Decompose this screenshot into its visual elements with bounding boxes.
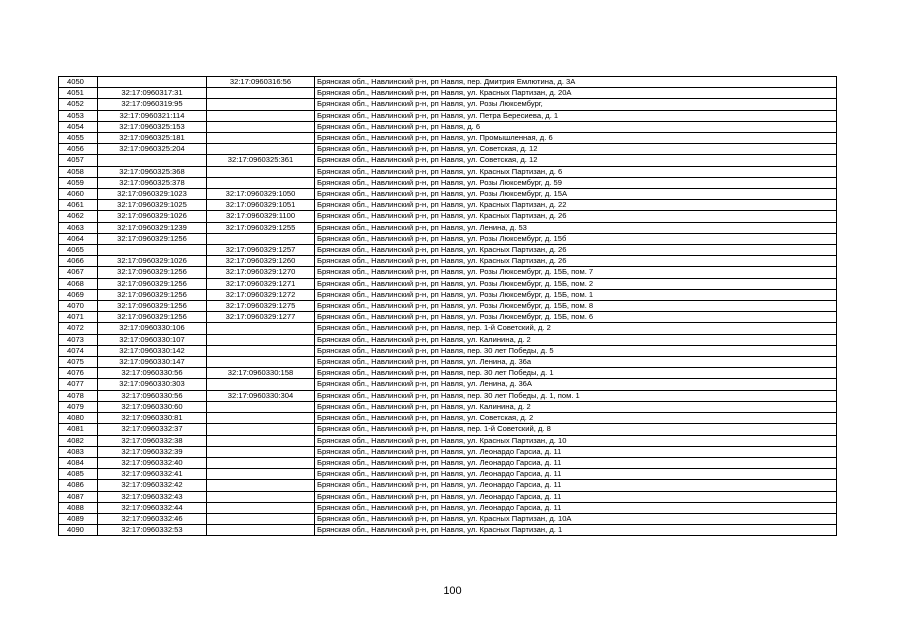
related-cadastral-number-cell xyxy=(207,166,315,177)
row-number-cell: 4074 xyxy=(59,345,98,356)
table-row xyxy=(59,357,837,368)
related-cadastral-number-cell xyxy=(207,424,315,435)
cadastral-number-cell: 32:17:0960330:142 xyxy=(98,345,207,356)
cadastral-number-cell: 32:17:0960329:1026 xyxy=(98,211,207,222)
address-cell: Брянская обл., Навлинский р-н, рп Навля, ул. Советская, д. 2 xyxy=(315,413,837,424)
cadastral-number-cell: 32:17:0960330:147 xyxy=(98,357,207,368)
address-cell: Брянская обл., Навлинский р-н, рп Навля, ул. Промышленная, д. 6 xyxy=(315,133,837,144)
cadastral-number-cell: 32:17:0960329:1256 xyxy=(98,289,207,300)
address-cell: Брянская обл., Навлинский р-н, рп Навля, ул. Советская, д. 12 xyxy=(315,144,837,155)
table-row xyxy=(59,133,837,144)
row-number-cell: 4075 xyxy=(59,357,98,368)
row-number-cell: 4056 xyxy=(59,144,98,155)
address-cell: Брянская обл., Навлинский р-н, рп Навля, ул. Розы Люксембург, д. 15Б, пом. 1 xyxy=(315,289,837,300)
related-cadastral-number-cell: 32:17:0960329:1271 xyxy=(207,278,315,289)
cadastral-number-cell: 32:17:0960329:1239 xyxy=(98,222,207,233)
cadastral-number-cell: 32:17:0960330:56 xyxy=(98,390,207,401)
cadastral-number-cell: 32:17:0960325:204 xyxy=(98,144,207,155)
address-cell: Брянская обл., Навлинский р-н, рп Навля, ул. Красных Партизан, д. 10А xyxy=(315,513,837,524)
address-cell: Брянская обл., Навлинский р-н, рп Навля, ул. Розы Люксембург, д. 15Б, пом. 8 xyxy=(315,301,837,312)
row-number-cell: 4070 xyxy=(59,301,98,312)
registry-table-body xyxy=(59,77,837,536)
row-number-cell: 4062 xyxy=(59,211,98,222)
related-cadastral-number-cell xyxy=(207,345,315,356)
table-row xyxy=(59,424,837,435)
address-cell: Брянская обл., Навлинский р-н, рп Навля, ул. Красных Партизан, д. 10 xyxy=(315,435,837,446)
cadastral-number-cell: 32:17:0960317:31 xyxy=(98,88,207,99)
cadastral-number-cell: 32:17:0960332:53 xyxy=(98,525,207,536)
row-number-cell: 4057 xyxy=(59,155,98,166)
related-cadastral-number-cell xyxy=(207,233,315,244)
related-cadastral-number-cell: 32:17:0960329:1100 xyxy=(207,211,315,222)
related-cadastral-number-cell: 32:17:0960329:1051 xyxy=(207,200,315,211)
table-row xyxy=(59,155,837,166)
cadastral-number-cell: 32:17:0960332:40 xyxy=(98,457,207,468)
cadastral-number-cell: 32:17:0960332:42 xyxy=(98,480,207,491)
table-row xyxy=(59,278,837,289)
related-cadastral-number-cell: 32:17:0960329:1275 xyxy=(207,301,315,312)
address-cell: Брянская обл., Навлинский р-н, рп Навля, ул. Красных Партизан, д. 6 xyxy=(315,166,837,177)
related-cadastral-number-cell xyxy=(207,480,315,491)
related-cadastral-number-cell xyxy=(207,491,315,502)
cadastral-number-cell: 32:17:0960325:378 xyxy=(98,177,207,188)
address-cell: Брянская обл., Навлинский р-н, рп Навля, ул. Розы Люксембург, д. 15Б, пом. 6 xyxy=(315,312,837,323)
row-number-cell: 4061 xyxy=(59,200,98,211)
table-row xyxy=(59,390,837,401)
table-row xyxy=(59,323,837,334)
row-number-cell: 4082 xyxy=(59,435,98,446)
table-row xyxy=(59,267,837,278)
table-row xyxy=(59,435,837,446)
row-number-cell: 4084 xyxy=(59,457,98,468)
related-cadastral-number-cell xyxy=(207,502,315,513)
related-cadastral-number-cell xyxy=(207,323,315,334)
cadastral-number-cell: 32:17:0960319:95 xyxy=(98,99,207,110)
related-cadastral-number-cell: 32:17:0960329:1257 xyxy=(207,245,315,256)
table-row xyxy=(59,513,837,524)
table-row xyxy=(59,469,837,480)
row-number-cell: 4080 xyxy=(59,413,98,424)
cadastral-number-cell: 32:17:0960332:39 xyxy=(98,446,207,457)
row-number-cell: 4071 xyxy=(59,312,98,323)
related-cadastral-number-cell xyxy=(207,413,315,424)
address-cell: Брянская обл., Навлинский р-н, рп Навля, ул. Розы Люксембург, д. 15Б, пом. 2 xyxy=(315,278,837,289)
address-cell: Брянская обл., Навлинский р-н, рп Навля, ул. Розы Люксембург, д. 15А xyxy=(315,189,837,200)
table-row xyxy=(59,312,837,323)
cadastral-number-cell: 32:17:0960332:44 xyxy=(98,502,207,513)
address-cell: Брянская обл., Навлинский р-н, рп Навля, ул. Леонардо Гарсиа, д. 11 xyxy=(315,480,837,491)
related-cadastral-number-cell xyxy=(207,121,315,132)
address-cell: Брянская обл., Навлинский р-н, рп Навля, д. 6 xyxy=(315,121,837,132)
row-number-cell: 4054 xyxy=(59,121,98,132)
related-cadastral-number-cell xyxy=(207,525,315,536)
page-number: 100 xyxy=(443,585,462,597)
table-row xyxy=(59,144,837,155)
row-number-cell: 4088 xyxy=(59,502,98,513)
table-row xyxy=(59,502,837,513)
row-number-cell: 4069 xyxy=(59,289,98,300)
row-number-cell: 4078 xyxy=(59,390,98,401)
related-cadastral-number-cell xyxy=(207,513,315,524)
row-number-cell: 4053 xyxy=(59,110,98,121)
table-row xyxy=(59,77,837,88)
address-cell: Брянская обл., Навлинский р-н, рп Навля, пер. 30 лет Победы, д. 1, пом. 1 xyxy=(315,390,837,401)
related-cadastral-number-cell xyxy=(207,446,315,457)
related-cadastral-number-cell xyxy=(207,357,315,368)
address-cell: Брянская обл., Навлинский р-н, рп Навля, ул. Ленина, д. 36а xyxy=(315,357,837,368)
table-row xyxy=(59,110,837,121)
row-number-cell: 4063 xyxy=(59,222,98,233)
related-cadastral-number-cell xyxy=(207,469,315,480)
row-number-cell: 4085 xyxy=(59,469,98,480)
cadastral-number-cell xyxy=(98,155,207,166)
related-cadastral-number-cell xyxy=(207,144,315,155)
related-cadastral-number-cell xyxy=(207,334,315,345)
related-cadastral-number-cell: 32:17:0960329:1270 xyxy=(207,267,315,278)
address-cell: Брянская обл., Навлинский р-н, рп Навля, ул. Красных Партизан, д. 22 xyxy=(315,200,837,211)
cadastral-number-cell: 32:17:0960329:1256 xyxy=(98,267,207,278)
row-number-cell: 4055 xyxy=(59,133,98,144)
table-row xyxy=(59,334,837,345)
address-cell: Брянская обл., Навлинский р-н, рп Навля, ул. Петра Бересиева, д. 1 xyxy=(315,110,837,121)
related-cadastral-number-cell xyxy=(207,379,315,390)
row-number-cell: 4077 xyxy=(59,379,98,390)
address-cell: Брянская обл., Навлинский р-н, рп Навля, ул. Красных Партизан, д. 26 xyxy=(315,245,837,256)
cadastral-number-cell: 32:17:0960325:153 xyxy=(98,121,207,132)
table-row xyxy=(59,413,837,424)
row-number-cell: 4059 xyxy=(59,177,98,188)
related-cadastral-number-cell: 32:17:0960325:361 xyxy=(207,155,315,166)
table-row xyxy=(59,121,837,132)
address-cell: Брянская обл., Навлинский р-н, рп Навля, пер. 1-й Советский, д. 8 xyxy=(315,424,837,435)
address-cell: Брянская обл., Навлинский р-н, рп Навля, пер. 1-й Советский, д. 2 xyxy=(315,323,837,334)
cadastral-number-cell: 32:17:0960329:1023 xyxy=(98,189,207,200)
row-number-cell: 4067 xyxy=(59,267,98,278)
address-cell: Брянская обл., Навлинский р-н, рп Навля, ул. Розы Люксембург, xyxy=(315,99,837,110)
address-cell: Брянская обл., Навлинский р-н, рп Навля, ул. Розы Люксембург, д. 15б xyxy=(315,233,837,244)
table-row xyxy=(59,88,837,99)
table-row xyxy=(59,211,837,222)
table-row xyxy=(59,289,837,300)
table-row xyxy=(59,379,837,390)
row-number-cell: 4052 xyxy=(59,99,98,110)
row-number-cell: 4083 xyxy=(59,446,98,457)
row-number-cell: 4076 xyxy=(59,368,98,379)
address-cell: Брянская обл., Навлинский р-н, рп Навля, ул. Розы Люксембург, д. 15Б, пом. 7 xyxy=(315,267,837,278)
cadastral-number-cell: 32:17:0960330:303 xyxy=(98,379,207,390)
cadastral-number-cell: 32:17:0960332:46 xyxy=(98,513,207,524)
table-row xyxy=(59,525,837,536)
related-cadastral-number-cell xyxy=(207,177,315,188)
row-number-cell: 4058 xyxy=(59,166,98,177)
table-row xyxy=(59,222,837,233)
row-number-cell: 4066 xyxy=(59,256,98,267)
address-cell: Брянская обл., Навлинский р-н, рп Навля, ул. Красных Партизан, д. 26 xyxy=(315,211,837,222)
table-row xyxy=(59,200,837,211)
table-row xyxy=(59,245,837,256)
cadastral-number-cell: 32:17:0960330:56 xyxy=(98,368,207,379)
table-row xyxy=(59,345,837,356)
cadastral-number-cell: 32:17:0960329:1026 xyxy=(98,256,207,267)
related-cadastral-number-cell xyxy=(207,435,315,446)
table-row xyxy=(59,446,837,457)
related-cadastral-number-cell xyxy=(207,88,315,99)
cadastral-number-cell: 32:17:0960329:1025 xyxy=(98,200,207,211)
related-cadastral-number-cell xyxy=(207,110,315,121)
row-number-cell: 4087 xyxy=(59,491,98,502)
related-cadastral-number-cell xyxy=(207,133,315,144)
cadastral-number-cell: 32:17:0960329:1256 xyxy=(98,278,207,289)
row-number-cell: 4086 xyxy=(59,480,98,491)
cadastral-number-cell: 32:17:0960330:107 xyxy=(98,334,207,345)
table-row xyxy=(59,256,837,267)
related-cadastral-number-cell xyxy=(207,457,315,468)
address-cell: Брянская обл., Навлинский р-н, рп Навля, ул. Леонардо Гарсиа, д. 11 xyxy=(315,469,837,480)
related-cadastral-number-cell: 32:17:0960316:56 xyxy=(207,77,315,88)
related-cadastral-number-cell: 32:17:0960329:1260 xyxy=(207,256,315,267)
related-cadastral-number-cell xyxy=(207,99,315,110)
related-cadastral-number-cell: 32:17:0960330:158 xyxy=(207,368,315,379)
cadastral-number-cell: 32:17:0960329:1256 xyxy=(98,312,207,323)
row-number-cell: 4079 xyxy=(59,401,98,412)
table-row xyxy=(59,189,837,200)
table-row xyxy=(59,480,837,491)
row-number-cell: 4089 xyxy=(59,513,98,524)
table-row xyxy=(59,401,837,412)
cadastral-number-cell xyxy=(98,245,207,256)
table-row xyxy=(59,166,837,177)
address-cell: Брянская обл., Навлинский р-н, рп Навля, ул. Красных Партизан, д. 20А xyxy=(315,88,837,99)
row-number-cell: 4068 xyxy=(59,278,98,289)
address-cell: Брянская обл., Навлинский р-н, рп Навля, ул. Леонардо Гарсиа, д. 11 xyxy=(315,491,837,502)
row-number-cell: 4090 xyxy=(59,525,98,536)
address-cell: Брянская обл., Навлинский р-н, рп Навля, ул. Леонардо Гарсиа, д. 11 xyxy=(315,446,837,457)
cadastral-number-cell: 32:17:0960332:43 xyxy=(98,491,207,502)
row-number-cell: 4050 xyxy=(59,77,98,88)
row-number-cell: 4081 xyxy=(59,424,98,435)
address-cell: Брянская обл., Навлинский р-н, рп Навля, ул. Леонардо Гарсиа, д. 11 xyxy=(315,457,837,468)
cadastral-number-cell: 32:17:0960325:181 xyxy=(98,133,207,144)
cadastral-number-cell: 32:17:0960332:41 xyxy=(98,469,207,480)
cadastral-number-cell: 32:17:0960332:38 xyxy=(98,435,207,446)
related-cadastral-number-cell: 32:17:0960329:1050 xyxy=(207,189,315,200)
address-cell: Брянская обл., Навлинский р-н, рп Навля, пер. 30 лет Победы, д. 1 xyxy=(315,368,837,379)
address-cell: Брянская обл., Навлинский р-н, рп Навля, ул. Леонардо Гарсиа, д. 11 xyxy=(315,502,837,513)
table-row xyxy=(59,368,837,379)
row-number-cell: 4072 xyxy=(59,323,98,334)
cadastral-number-cell: 32:17:0960330:60 xyxy=(98,401,207,412)
row-number-cell: 4073 xyxy=(59,334,98,345)
address-cell: Брянская обл., Навлинский р-н, рп Навля, ул. Красных Партизан, д. 1 xyxy=(315,525,837,536)
related-cadastral-number-cell: 32:17:0960329:1255 xyxy=(207,222,315,233)
address-cell: Брянская обл., Навлинский р-н, рп Навля, пер. 30 лет Победы, д. 5 xyxy=(315,345,837,356)
cadastral-number-cell: 32:17:0960330:106 xyxy=(98,323,207,334)
related-cadastral-number-cell: 32:17:0960329:1277 xyxy=(207,312,315,323)
cadastral-number-cell: 32:17:0960329:1256 xyxy=(98,301,207,312)
row-number-cell: 4051 xyxy=(59,88,98,99)
cadastral-number-cell: 32:17:0960321:114 xyxy=(98,110,207,121)
table-row xyxy=(59,177,837,188)
row-number-cell: 4065 xyxy=(59,245,98,256)
cadastral-number-cell xyxy=(98,77,207,88)
table-row xyxy=(59,491,837,502)
address-cell: Брянская обл., Навлинский р-н, рп Навля, ул. Ленина, д. 36А xyxy=(315,379,837,390)
related-cadastral-number-cell: 32:17:0960329:1272 xyxy=(207,289,315,300)
cadastral-number-cell: 32:17:0960325:368 xyxy=(98,166,207,177)
cadastral-number-cell: 32:17:0960330:81 xyxy=(98,413,207,424)
cadastral-number-cell: 32:17:0960329:1256 xyxy=(98,233,207,244)
row-number-cell: 4060 xyxy=(59,189,98,200)
related-cadastral-number-cell: 32:17:0960330:304 xyxy=(207,390,315,401)
table-row xyxy=(59,457,837,468)
address-cell: Брянская обл., Навлинский р-н, рп Навля, ул. Калинина, д. 2 xyxy=(315,334,837,345)
table-row xyxy=(59,233,837,244)
address-cell: Брянская обл., Навлинский р-н, рп Навля, ул. Советская, д. 12 xyxy=(315,155,837,166)
address-cell: Брянская обл., Навлинский р-н, рп Навля, ул. Розы Люксембург, д. 59 xyxy=(315,177,837,188)
cadastral-number-cell: 32:17:0960332:37 xyxy=(98,424,207,435)
address-cell: Брянская обл., Навлинский р-н, рп Навля, ул. Калинина, д. 2 xyxy=(315,401,837,412)
address-cell: Брянская обл., Навлинский р-н, рп Навля, ул. Красных Партизан, д. 26 xyxy=(315,256,837,267)
table-row xyxy=(59,301,837,312)
table-row xyxy=(59,99,837,110)
registry-table xyxy=(58,76,837,536)
related-cadastral-number-cell xyxy=(207,401,315,412)
address-cell: Брянская обл., Навлинский р-н, рп Навля, ул. Ленина, д. 53 xyxy=(315,222,837,233)
address-cell: Брянская обл., Навлинский р-н, рп Навля, пер. Дмитрия Емлютина, д. 3А xyxy=(315,77,837,88)
row-number-cell: 4064 xyxy=(59,233,98,244)
